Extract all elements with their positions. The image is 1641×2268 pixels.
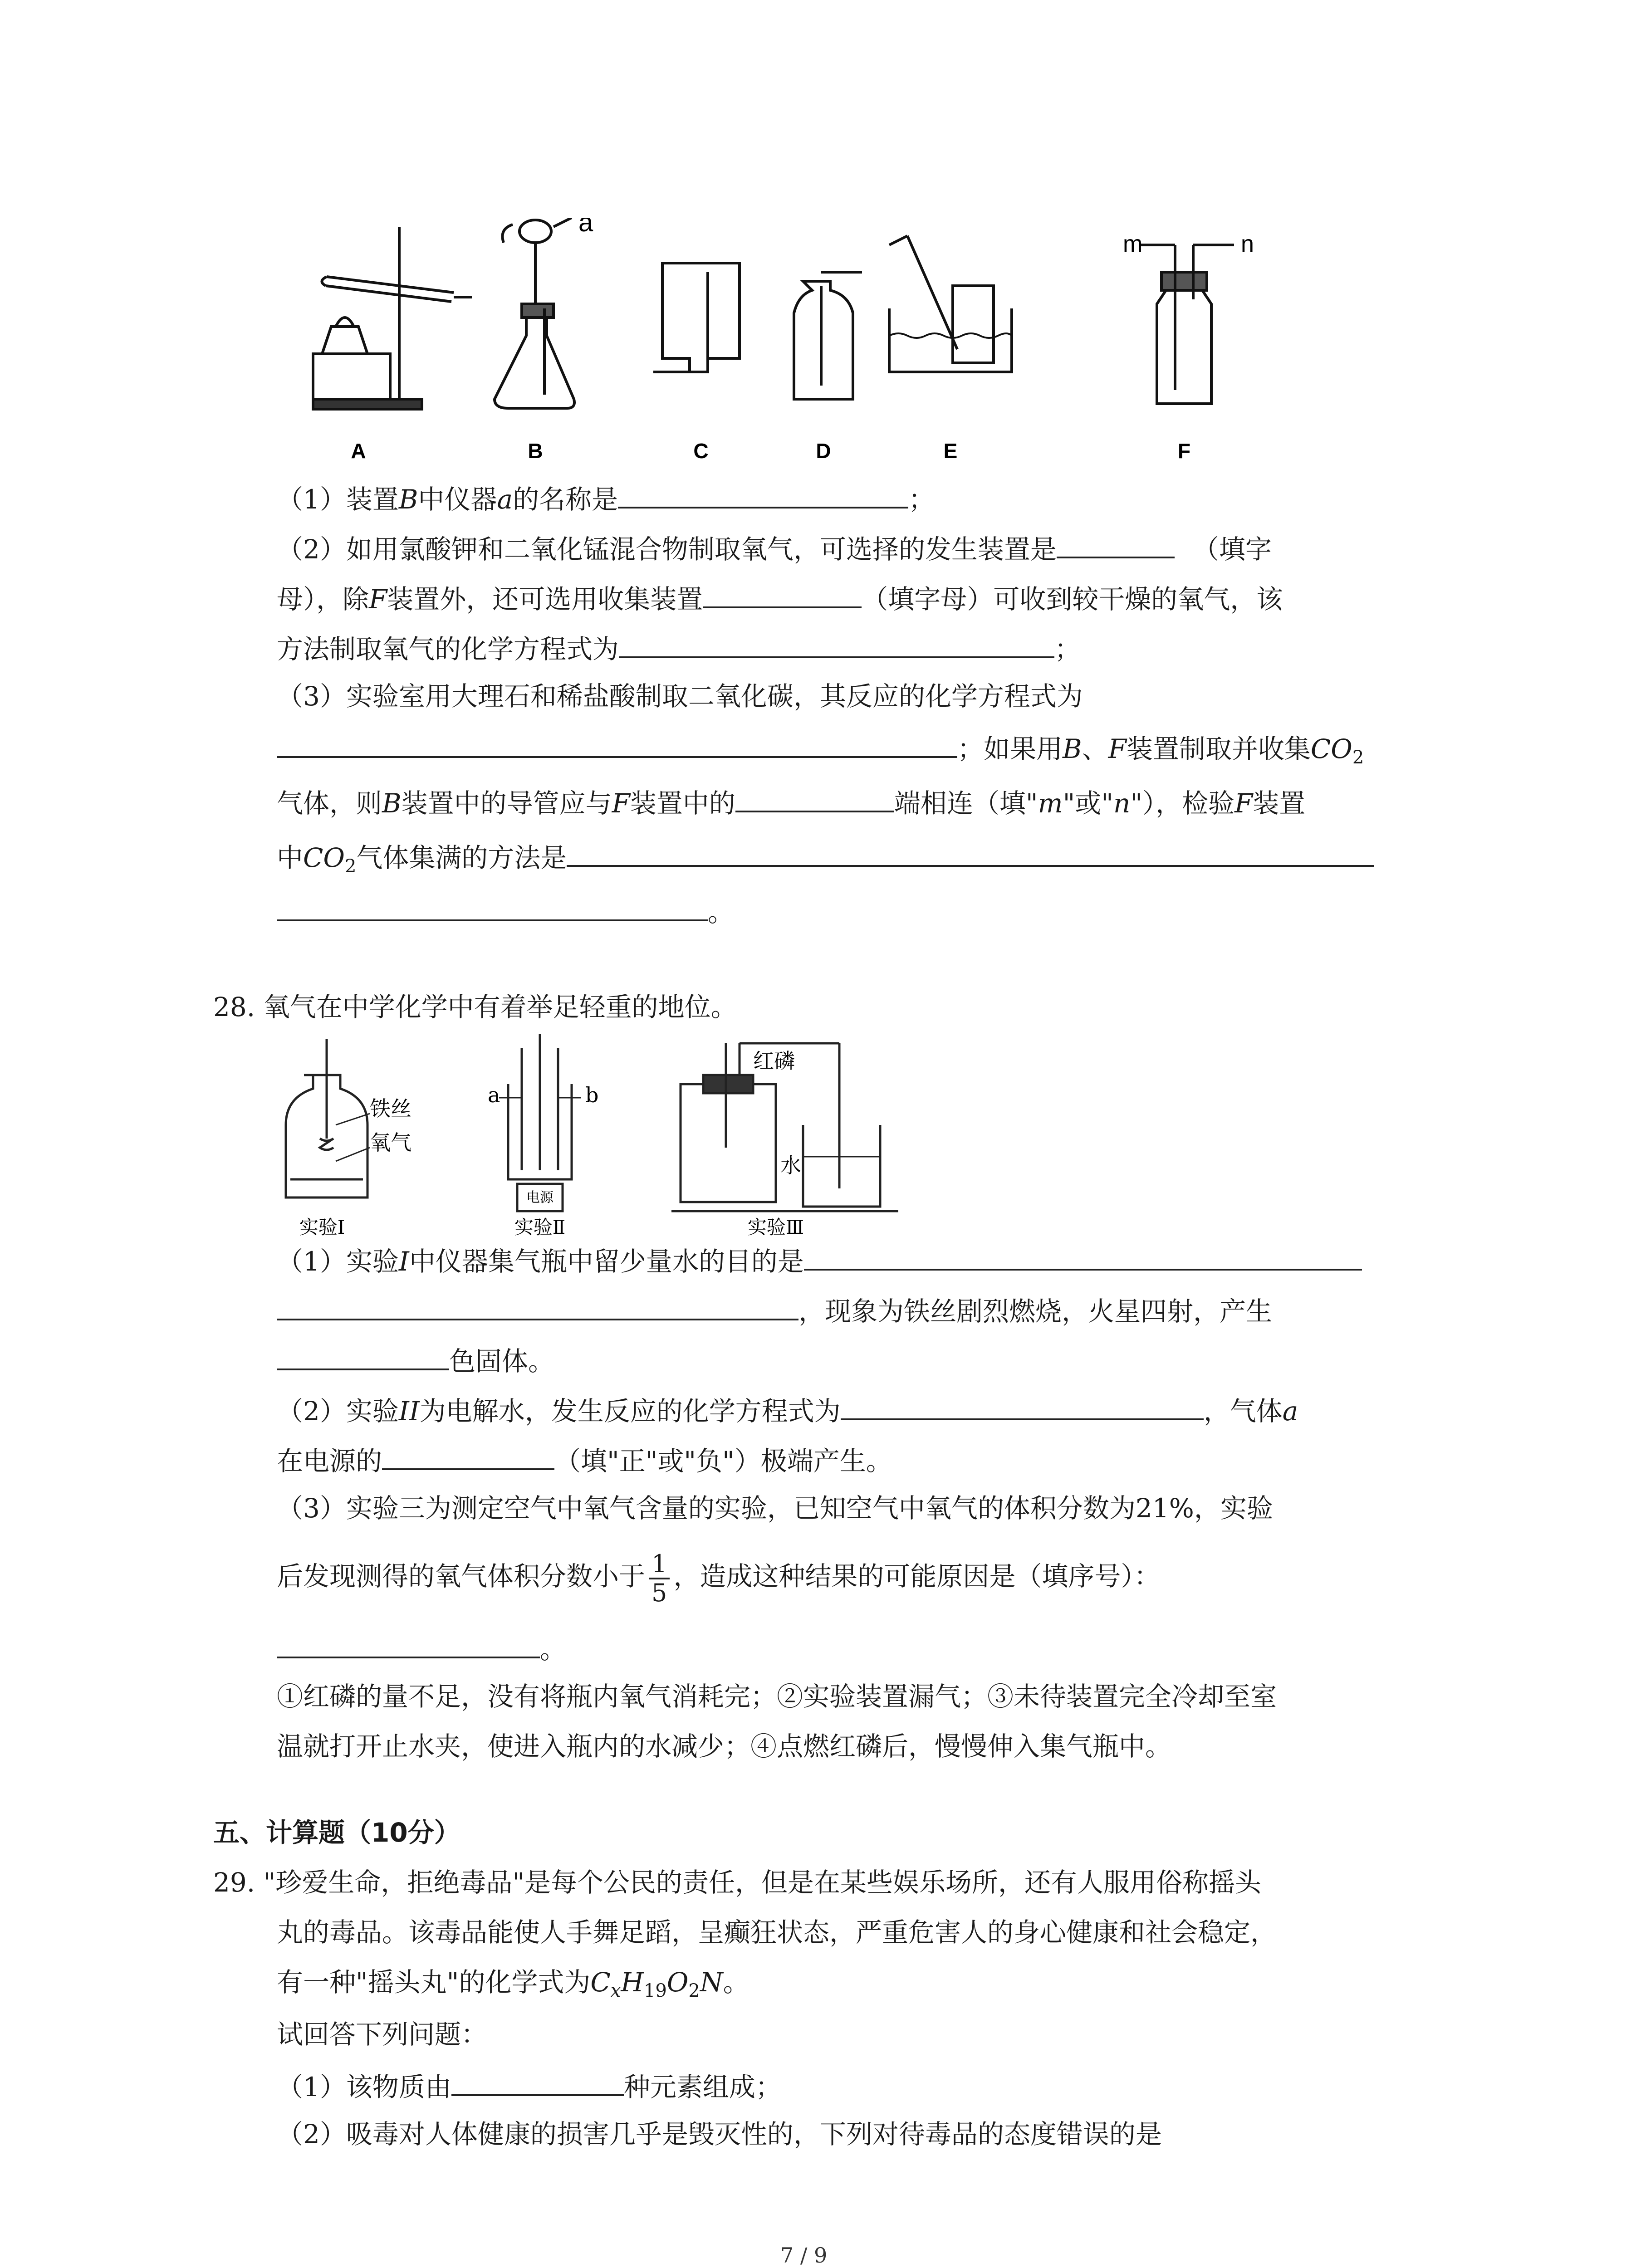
q29-line2: 丸的毒品。该毒品能使人手舞足蹈，呈癫狂状态，严重危害人的身心健康和社会稳定， (277, 1917, 1277, 1948)
label-n: n (1241, 231, 1254, 257)
label-B: B (528, 439, 543, 463)
label-E: E (943, 439, 958, 463)
q28-options-line1: ①红磷的量不足，没有将瓶内氧气消耗完；②实验装置漏气；③未待装置完全冷却至室 (277, 1681, 1277, 1712)
experiment-drawing (272, 1034, 935, 1243)
q29-line1: 29. "珍爱生命，拒绝毒品"是每个公民的责任，但是在某些娱乐场所，还有人服用俗称摇头 (213, 1867, 1262, 1898)
label-water: 水 (780, 1153, 801, 1178)
q28-answer-blank-6[interactable] (277, 1628, 540, 1658)
q27-part3-cont4: 。 (277, 891, 734, 930)
label-gas-b: b (585, 1083, 599, 1107)
q27-part3-cont: ；如果用B、F装置制取并收集$CO_2$ (277, 728, 1364, 776)
q27-part1: （1）装置B中仪器a的名称是 ； (277, 479, 935, 518)
apparatus-figure-a-f (299, 218, 1461, 472)
q28-part1-cont: ，现象为铁丝剧烈燃烧，火星四射，产生 (277, 1290, 1272, 1330)
q27-answer-blank-6[interactable] (735, 782, 894, 812)
q29-part1: （1）该物质由 种元素组成； (277, 2066, 782, 2105)
label-gas-a: a (488, 1083, 500, 1107)
label-A: A (351, 439, 366, 463)
q28-part3-cont2: 。 (277, 1628, 566, 1667)
q27-answer-blank-5[interactable] (277, 728, 957, 758)
q28-answer-blank-5[interactable] (382, 1440, 554, 1470)
q27-answer-blank-3[interactable] (703, 578, 862, 608)
q27-part2-cont: 母），除F装置外，还可选用收集装置 （填字母）可收到较干燥的氧气，该 (277, 578, 1283, 617)
q28-answer-blank-1[interactable] (804, 1241, 1362, 1271)
q29-answer-blank-1[interactable] (451, 2066, 624, 2096)
label-iron-wire: 铁丝 (370, 1096, 411, 1121)
q28-part3-cont: 后发现测得的氧气体积分数小于 $\frac{1}{5}$ ，造成这种结果的可能原因是（填序号）： (277, 1549, 1161, 1607)
q29-line4: 试回答下列问题： (277, 2019, 488, 2050)
q27-part2: （2）如用氯酸钾和二氧化锰混合物制取氧气，可选择的发生装置是 （填字 (277, 528, 1272, 567)
label-exp3: 实验Ⅲ (747, 1216, 804, 1238)
apparatus-drawing (299, 218, 1461, 472)
q28-answer-blank-4[interactable] (841, 1390, 1204, 1420)
q29-line3: 有一种"摇头丸"的化学式为$C_xH_{19}O_2N$。 (277, 1967, 749, 2001)
q27-answer-blank-1[interactable] (618, 479, 908, 508)
q28-answer-blank-2[interactable] (277, 1290, 798, 1320)
q29-part2: （2）吸毒对人体健康的损害几乎是毁灭性的，下列对待毒品的态度错误的是 (277, 2119, 1162, 2150)
section-5-title: 五、计算题（10分） (213, 1817, 460, 1848)
q28-options-line2: 温就打开止水夹，使进入瓶内的水减少；④点燃红磷后，慢慢伸入集气瓶中。 (277, 1731, 1172, 1762)
label-power-supply: 电源 (526, 1190, 554, 1206)
q27-part3-cont2: 气体，则B装置中的导管应与F装置中的 端相连（填"m"或"n"），检验F装置 (277, 782, 1305, 821)
q27-part2-cont2: 方法制取氧气的化学方程式为 ； (277, 628, 1081, 667)
q28-answer-blank-3[interactable] (277, 1340, 449, 1370)
q27-answer-blank-7[interactable] (567, 837, 1374, 867)
label-m: m (1123, 231, 1143, 257)
label-F: F (1177, 439, 1191, 463)
q27-part3-cont3: 中$CO_2$气体集满的方法是 (277, 837, 1374, 885)
label-exp2: 实验Ⅱ (514, 1216, 566, 1238)
page-number: 7 / 9 (780, 2243, 828, 2268)
label-oxygen: 氧气 (370, 1130, 411, 1155)
q28-part1: （1）实验I中仪器集气瓶中留少量水的目的是 (277, 1241, 1362, 1280)
q28-part3: （3）实验三为测定空气中氧气含量的实验，已知空气中氧气的体积分数为21%，实验 (277, 1493, 1273, 1524)
q28-title: 28. 氧气在中学化学中有着举足轻重的地位。 (213, 992, 737, 1022)
label-exp1: 实验Ⅰ (299, 1216, 345, 1238)
q28-part2-cont: 在电源的 （填"正"或"负"）极端产生。 (277, 1440, 892, 1479)
label-a-instrument: a (578, 218, 593, 237)
fraction-one-fifth: $\frac{1}{5}$ (649, 1550, 670, 1607)
q27-answer-blank-4[interactable] (619, 628, 1054, 658)
experiment-figure (272, 1034, 935, 1243)
q27-part3: （3）实验室用大理石和稀盐酸制取二氧化碳，其反应的化学方程式为 (277, 681, 1083, 712)
q28-part1-cont2: 色固体。 (277, 1340, 554, 1379)
q27-answer-blank-8[interactable] (277, 891, 708, 921)
label-C: C (693, 439, 709, 463)
q28-part2: （2）实验II为电解水，发生反应的化学方程式为 ，气体a (277, 1390, 1298, 1429)
label-D: D (816, 439, 831, 463)
label-red-phosphorus: 红磷 (753, 1049, 795, 1073)
q27-answer-blank-2[interactable] (1057, 528, 1175, 558)
